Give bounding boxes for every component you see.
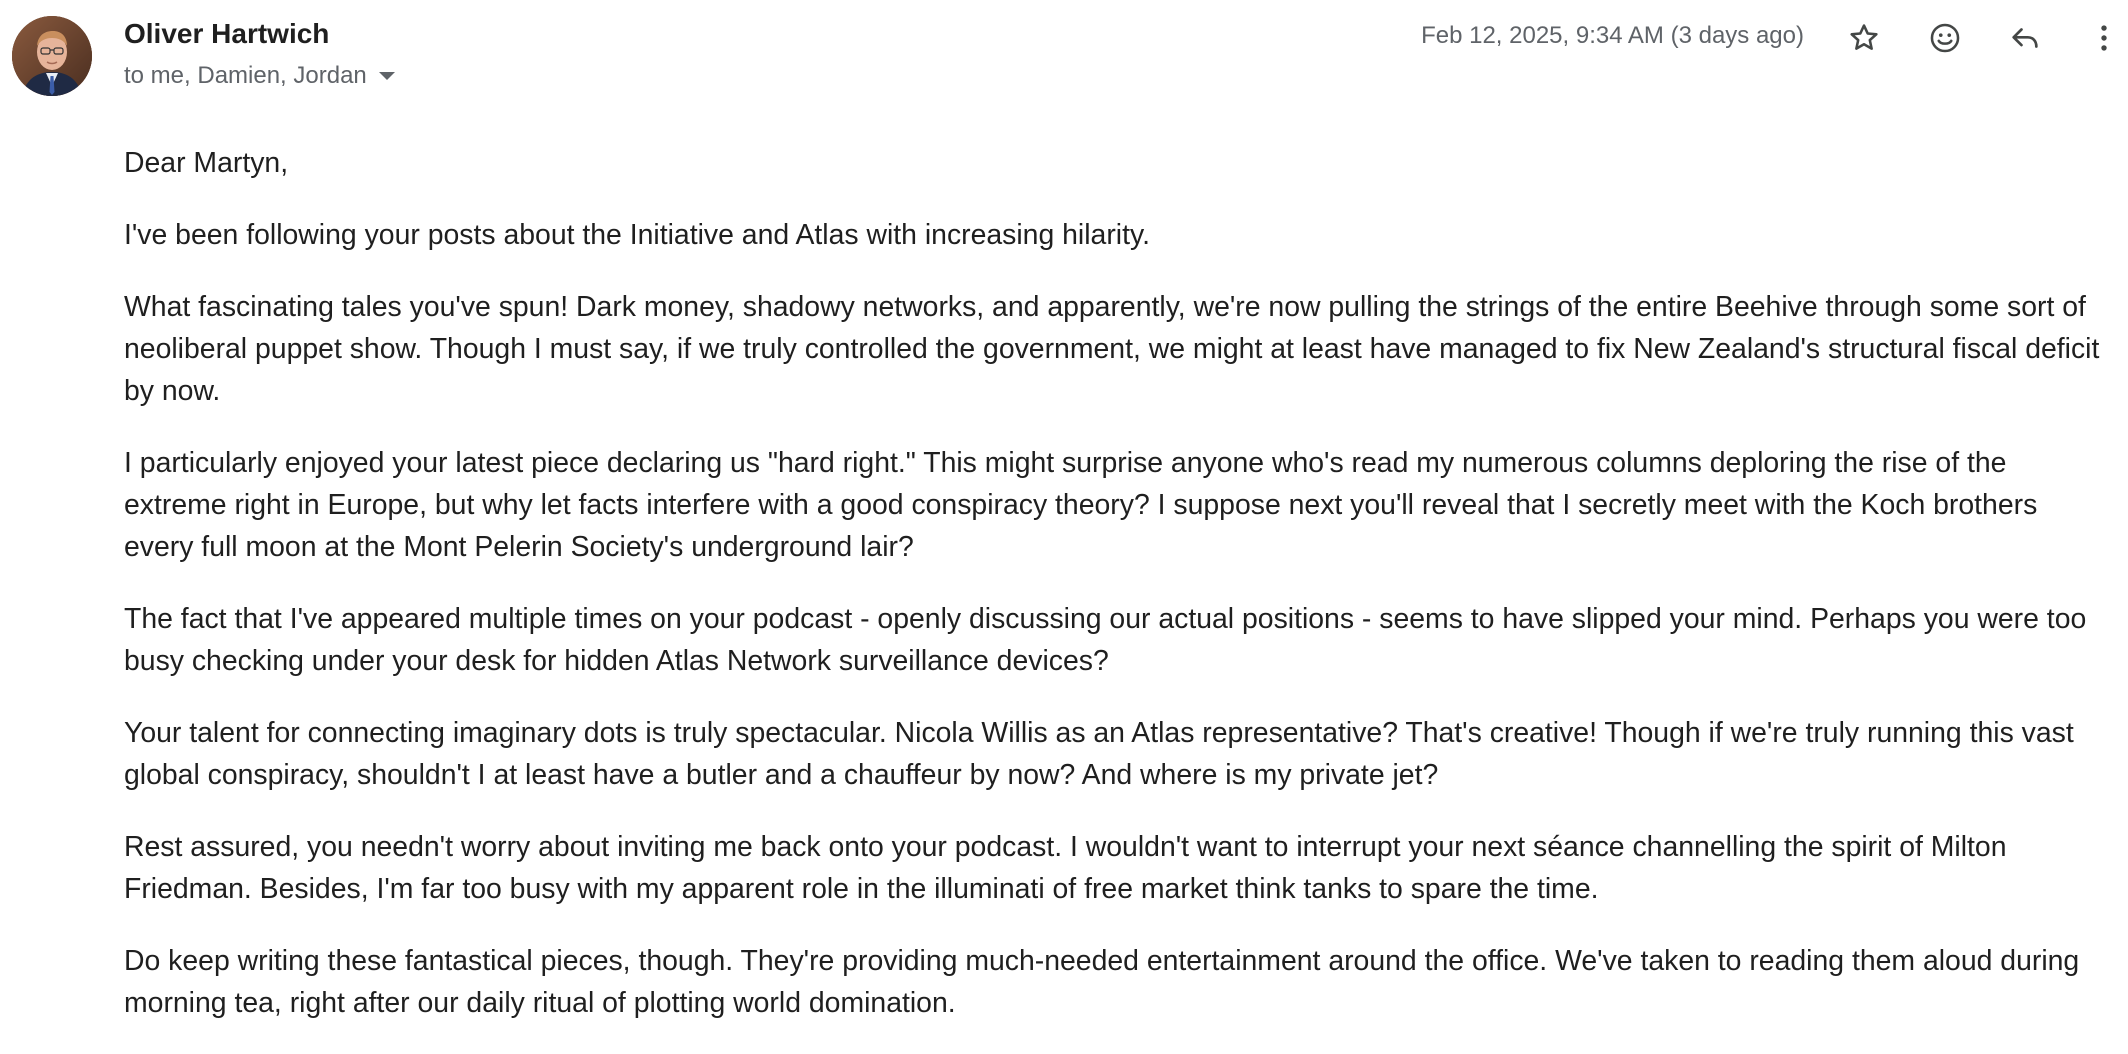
body-paragraph: I've been following your posts about the Initiative and Atlas with increasing hilarity. xyxy=(124,219,1150,251)
avatar-photo xyxy=(12,16,92,96)
star-button[interactable] xyxy=(1840,14,1888,62)
emoji-icon xyxy=(1928,21,1962,55)
body-paragraph: What fascinating tales you've spun! Dark money, shadowy networks, and apparently, we're now pulling the strings of the entire Beehive through some sort of neoliberal puppet show. Though I must say, if we truly controlled the government, we might at least have managed to fix New Zealand's structural fiscal deficit by now. xyxy=(124,291,2100,407)
body-paragraph: The fact that I've appeared multiple times on your podcast - openly discussing our actual positions - seems to have slipped your mind. Perhaps you were too busy checking under your desk for hidden Atlas Network surveillance devices? xyxy=(124,603,2087,677)
recipients-label: to me, Damien, Jordan xyxy=(124,62,367,89)
more-vert-icon xyxy=(2087,21,2121,55)
chevron-down-icon xyxy=(379,72,395,80)
more-options-button[interactable] xyxy=(2080,14,2128,62)
sender-name[interactable]: Oliver Hartwich xyxy=(124,18,330,49)
reply-button[interactable] xyxy=(2001,14,2049,62)
reply-icon xyxy=(2008,21,2042,55)
body-paragraph: Rest assured, you needn't worry about inviting me back onto your podcast. I wouldn't want to interrupt your next séance channelling the spirit of Milton Friedman. Besides, I'm far too busy with my apparent role in the illuminati of free market think tanks to spare the time. xyxy=(124,831,2007,905)
recipients-toggle[interactable] xyxy=(124,62,395,90)
body-paragraph: Do keep writing these fantastical pieces, though. They're providing much-needed entertainment around the office. We've taken to reading them aloud during morning tea, right after our daily ritual of plotting world domination. xyxy=(124,945,2080,1019)
sender-avatar[interactable] xyxy=(12,16,92,96)
body-greeting: Dear Martyn, xyxy=(124,147,289,179)
email-timestamp: Feb 12, 2025, 9:34 AM (3 days ago) xyxy=(1421,22,1804,49)
email-body xyxy=(124,142,2114,1054)
emoji-reaction-button[interactable] xyxy=(1921,14,1969,62)
body-paragraph: Your talent for connecting imaginary dots is truly spectacular. Nicola Willis as an Atlas representative? That's creative! Though if we're truly running this vast global conspiracy, shouldn't I at least have a butler and a chauffeur by now? And where is my private jet? xyxy=(124,717,2074,791)
star-icon xyxy=(1847,21,1881,55)
body-paragraph: I particularly enjoyed your latest piece declaring us "hard right." This might surprise anyone who's read my numerous columns deploring the rise of the extreme right in Europe, but why let facts interfere with a good conspiracy theory? I suppose next you'll reveal that I secretly meet with the Koch brothers every full moon at the Mont Pelerin Society's underground lair? xyxy=(124,447,2038,563)
